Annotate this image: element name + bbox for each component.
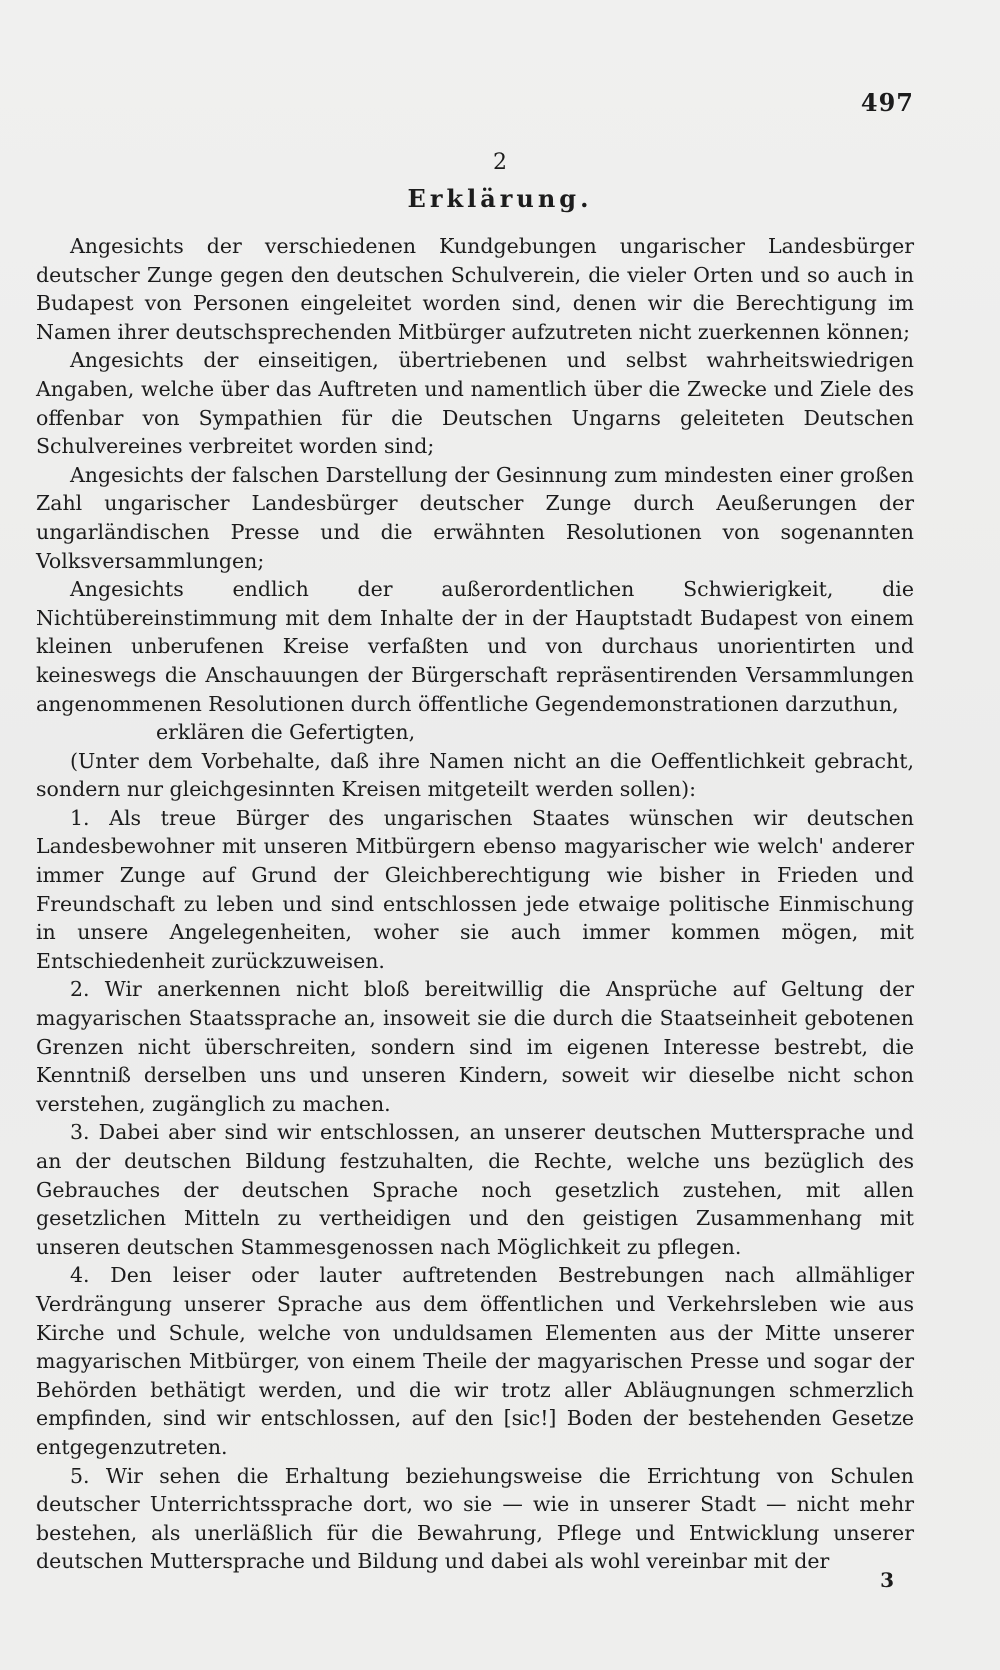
paragraph-point-1: 1. Als treue Bürger des ungarischen Staates wünschen wir deutschen Landesbewohner mit unseren Mitbürgern ebenso magyarischer wie welch' anderer immer Zunge auf Grund der Gleichberechtigung wie bisher in Frieden und Freundschaft zu leben und sind entschlossen jede etwaige politische Einmischung in unsere Angelegenheiten, woher sie auch immer kommen mögen, mit Entschiedenheit zurückzuweisen. xyxy=(36,805,914,973)
paragraph-reservation: (Unter dem Vorbehalte, daß ihre Namen nicht an die Oeffentlichkeit gebracht, sondern nur gleichgesinnten Kreisen mitgeteilt werden sollen): xyxy=(36,748,914,802)
paragraph-point-3: 3. Dabei aber sind wir entschlossen, an unserer deutschen Muttersprache und an der deutschen Bildung festzuhalten, die Rechte, welche uns bezüglich des Gebrauches der deutschen Sprache noch gesetzlich zustehen, mit allen gesetzlichen Mitteln zu vertheidigen und den geistigen Zusammenhang mit unseren deutschen Stammesgenossen nach Möglichkeit zu pflegen. xyxy=(36,1120,914,1259)
paragraph-point-4: 4. Den leiser oder lauter auftretenden Bestrebungen nach allmähliger Verdrängung unserer Sprache aus dem öffentlichen und Verkehrsleben wie aus Kirche und Schule, welche von unduldsamen Elementen aus der Mitte unserer magyarischen Mitbürger, von einem Theile der magyarischen Presse und sogar der Behörden bethätigt werden, und die wir trotz aller Abläugnungen schmerzlich empfinden, sind wir entschlossen, auf den [sic!] Boden der bestehenden Gesetze entgegenzutreten. xyxy=(36,1263,914,1459)
paragraph-point-5: 5. Wir sehen die Erhaltung beziehungsweise die Errichtung von Schulen deutscher Unterrichtssprache dort, wo sie — wie in unserer Stadt — nicht mehr bestehen, als unerläßlich für die Bewahrung, Pflege und Entwicklung unserer deutschen Muttersprache und Bildung und dabei als wohl vereinbar mit der xyxy=(36,1463,914,1574)
paragraph-3: Angesichts der falschen Darstellung der Gesinnung zum mindesten einer großen Zahl ungarischer Landesbürger deutscher Zunge durch Aeußerungen der ungarländischen Presse und die erwähnten Resolutionen von sogenannten Volksversammlungen; xyxy=(36,462,914,573)
section-title: Erklärung. xyxy=(407,184,593,213)
document-body xyxy=(36,232,914,1576)
paragraph-4: Angesichts endlich der außerordentlichen Schwierigkeit, die Nichtübereinstimmung mit dem Inhalte der in der Hauptstadt Budapest von einem kleinen unberufenen Kreise verfaßten und von durchaus unorientirten und keineswegs die Anschauungen der Bürgerschaft repräsentirenden Versammlungen angenommenen Resolutionen durch öffentliche Gegendemonstrationen darzuthun, xyxy=(36,577,914,716)
paragraph-2: Angesichts der einseitigen, übertriebenen und selbst wahrheitswiedrigen Angaben, welche über das Auftreten und namentlich über die Zwecke und Ziele des offenbar von Sympathien für die Deutschen Ungarns geleiteten Deutschen Schulvereines verbreitet worden sind; xyxy=(36,348,914,459)
paragraph-point-2: 2. Wir anerkennen nicht bloß bereitwillig die Ansprüche auf Geltung der magyarischen Staatssprache an, insoweit sie die durch die Staatseinheit gebotenen Grenzen nicht überschreiten, sondern sind im eigenen Interesse bestrebt, die Kenntniß derselben uns und unseren Kindern, soweit wir dieselbe nicht schon verstehen, zugänglich zu machen. xyxy=(36,977,914,1116)
section-number: 2 xyxy=(493,150,507,175)
paragraph-1: Angesichts der verschiedenen Kundgebungen ungarischer Landesbürger deutscher Zunge gegen den deutschen Schulverein, die vieler Orten und so auch in Budapest von Personen eingeleitet worden sind, denen wir die Berechtigung im Namen ihrer deutschsprechenden Mitbürger aufzutreten nicht zuerkennen können; xyxy=(36,234,914,344)
declaration-line: erklären die Gefertigten, xyxy=(156,720,416,745)
signature-mark: 3 xyxy=(880,1568,894,1592)
page-number: 497 xyxy=(860,88,914,117)
